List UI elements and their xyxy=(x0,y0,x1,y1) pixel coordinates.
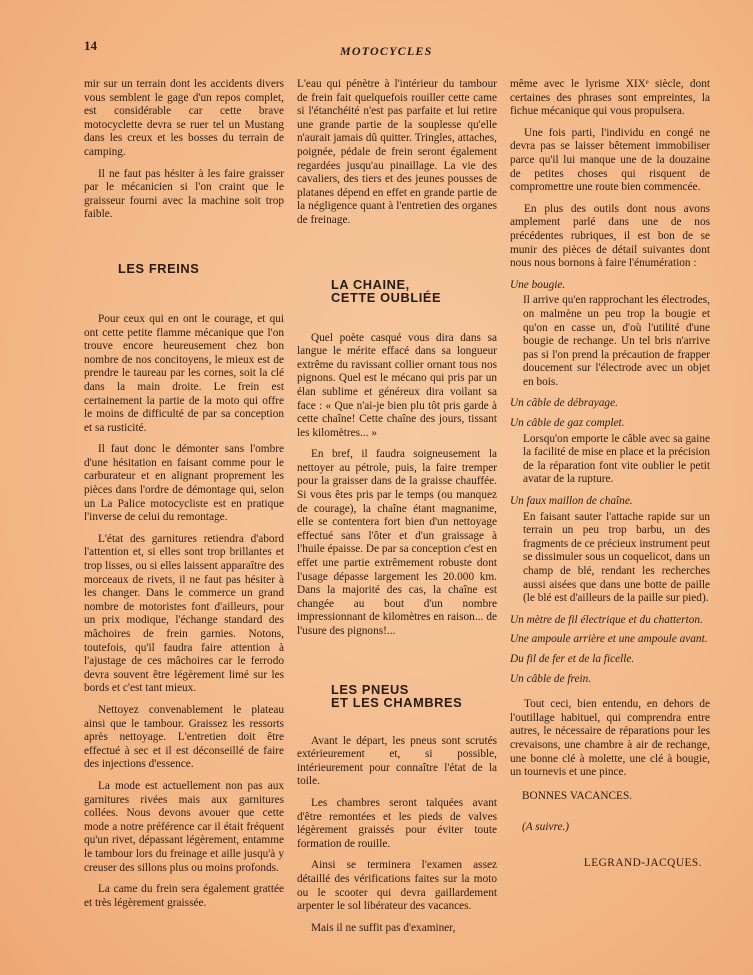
author-signature: LEGRAND-JACQUES. xyxy=(583,856,702,869)
paragraph: mir sur un terrain dont les accidents divers vous semblent le gage d'un repos complet, est considérable car cette brave motocyclette devra se ruer tel un Mustang dans les creux et les bosses du terrain de camping. xyxy=(84,78,284,158)
paragraph: même avec le lyrisme XIXᵉ siècle, dont certaines des phrases sont empreintes, la fichue mécanique qui vous propulsera. xyxy=(510,78,710,118)
section-heading-pneus xyxy=(331,683,497,709)
paragraph: Il ne faut pas hésiter à les faire graisser par le mécanicien si l'on craint que le graisseur fourni avec la machine soit trop faible. xyxy=(84,167,284,221)
paragraph: Une fois parti, l'individu en congé ne devra pas se laisser bêtement immobiliser parce qu'il lui manque une de la douzaine de petites choses qui risquent de compromettre une route bien commencée. xyxy=(510,126,710,194)
paragraph: Ainsi se terminera l'examen assez détaillé des vérifications faites sur la moto ou le scooter qui devra gaillardement arpenter le sol libérateur des vacances. xyxy=(297,859,497,913)
paragraph: Quel poète casqué vous dira dans sa langue le mérite effacé dans sa longueur extrême du ravissant collier ornant tous nos pignons. Quel est le mécano qui pris par un élan sublime et généreux dira voilant sa face : « Que n'ai-je bien plu tôt pris garde à cette chaîne! Cette chaîne des jours, tissant les kilomètres... » xyxy=(297,331,497,439)
column-1 xyxy=(84,78,284,918)
paragraph: Tout ceci, bien entendu, en dehors de l'outillage habituel, qui comprendra entre autres, le nécessaire de réparations pour les crevaisons, une chambre à air de rechange, une bonne clé à molette, une clé à bougie, un tournevis et une pince. xyxy=(510,698,710,779)
list-item-title: Une bougie. xyxy=(510,278,566,291)
list-item-title: Une ampoule arrière et une ampoule avant. xyxy=(510,633,708,646)
paragraph: Avant le départ, les pneus sont scrutés extérieurement et, si possible, intérieurement pour connaître l'état de la toile. xyxy=(297,734,497,788)
paragraph: Il faut donc le démonter sans l'ombre d'une hésitation en faisant comme pour le carburateur et en alignant proprement les pièces dans l'ordre de démontage qui, selon un La Palice motocycliste est en pratique l'inverse de celui du remontage. xyxy=(84,443,284,524)
column-3 xyxy=(510,78,710,871)
heading-line: LA CHAINE, xyxy=(331,276,410,292)
paragraph: En bref, il faudra soigneusement la nettoyer au pétrole, puis, la faire tremper pour la graisser dans de la graisse chauffée. Si vous êtes pris par le temps (ou manquez de courage), la chaîne étant magnanime, elle se contentera fort bien d'un nettoyage effectué sans l'ôter et d'un graissage à l'huile épaisse. De par sa conception c'est en effet une partie extrêmement robuste dont l'usage dépasse largement les 20.000 km. Dans la majorité des cas, la chaîne est changée au bout d'un nombre impressionnant de kilomètres en raison... de l'usure des pignons!... xyxy=(297,448,497,637)
paragraph: La came du frein sera également grattée et très légèrement graissée. xyxy=(84,883,284,909)
paragraph: Mais il ne suffit pas d'examiner, xyxy=(311,921,456,934)
paragraph: Nettoyez convenablement le plateau ainsi que le tambour. Graissez les ressorts après nettoyage. L'entretien doit être effectué à sec et il est déconseillé de faire des injections d'essence. xyxy=(84,703,284,771)
paragraph: L'eau qui pénètre à l'intérieur du tambour de frein fait quelquefois rouiller cette came si l'étanchéité n'est pas parfaite et lui retire une grande partie de la souplesse qu'elle n'aurait jamais dû quitter. Tringles, attaches, poignée, pédale de frein seront également regardées jusqu'au pinaillage. La vie des cavaliers, des tiers et des jeunes pousses de platanes dépend en effet en grande partie de la négligence quant à l'entretien des organes de freinage. xyxy=(297,78,497,226)
list-item-title: Du fil de fer et de la ficelle. xyxy=(510,652,635,665)
running-head: MOTOCYCLES xyxy=(340,44,433,58)
list-item-title: Un câble de gaz complet. xyxy=(510,417,625,430)
paragraph: Les chambres seront talquées avant d'être remontées et les pieds de valves légèrement graissés pour éviter toute formation de rouille. xyxy=(297,796,497,850)
page-number: 14 xyxy=(84,38,97,53)
list-item-title: Un mètre de fil électrique et du chatterton. xyxy=(510,613,703,626)
list-item-title: Un câble de frein. xyxy=(510,672,592,685)
section-heading-chaine xyxy=(331,278,497,304)
paragraph: L'état des garnitures retiendra d'abord l'attention et, si elles sont trop brillantes et trop lisses, ou si elles laissent apparaître des morceaux de rivets, il ne faut pas hésiter à les changer. Dans le commerce un grand nombre de motoristes font d'ailleurs, pour un prix modique, l'échange standard des mâchoires de frein garnies. Notons, toutefois, qu'il faudra faire attention à l'ajustage de ces mâchoires car le ferrodo devra souvent être légèrement limé sur les bords et c'est tant mieux. xyxy=(84,532,284,695)
heading-line: ET LES CHAMBRES xyxy=(331,694,463,710)
closing-text: BONNES VACANCES. xyxy=(522,789,633,802)
list-item-text: Il arrive qu'en rapprochant les électrodes, on malmène un peu trop la bougie et qu'on en casse un, d'où l'utilité d'une bougie de rechange. Un tel bris n'arrive pas si l'on prend la précaution de frapper doucement sur l'électrode avec un objet en bois. xyxy=(523,294,710,388)
list-item-text: Lorsqu'on emporte le câble avec sa gaine la facilité de mise en place et la précision de la réparation font vite oublier le petit avatar de la rupture. xyxy=(523,432,710,486)
paragraph: La mode est actuellement non pas aux garnitures rivées mais aux garnitures collées. Nous devons avouer que cette mode a notre préférence car il était fréquent qu'un rivet, dépassant légèrement, entamme le tambour lors du freinage et aille jusqu'à y creuser des sillons plus ou moins profonds. xyxy=(84,779,284,874)
paragraph: En plus des outils dont nous avons amplement parlé dans une de nos précédentes rubriques, il est bon de se munir des pièces de détail suivantes dont nous nous bornons à faire l'énumération : xyxy=(510,202,710,270)
heading-line: LES PNEUS xyxy=(331,681,409,697)
to-be-continued: (A suivre.) xyxy=(522,821,570,834)
list-item-title: Un faux maillon de chaîne. xyxy=(510,495,633,508)
section-heading-freins: LES FREINS xyxy=(118,260,200,276)
column-2 xyxy=(297,78,497,943)
paragraph: Pour ceux qui en ont le courage, et qui ont cette petite flamme mécanique que l'on trouve encore heureusement chez bon nombre de nos concitoyens, le mieux est de prendre le taureau par les cornes, soit la clé dans la main droite. Le frein est certainement la partie de la moto qui offre le moins de difficulté de par sa conception et sa rusticité. xyxy=(84,312,284,434)
list-item-text: En faisant sauter l'attache rapide sur un terrain un peu trop barbu, un des fragments de ce précieux instrument peut se dissimuler sous un coquelicot, dans un champ de blé, rendant les recherches aussi aisées que dans une botte de paille (le blé est d'ailleurs de la paille sur pied). xyxy=(523,510,710,605)
list-item-title: Un câble de débrayage. xyxy=(510,397,618,410)
heading-line: CETTE OUBLIÉE xyxy=(331,289,442,305)
